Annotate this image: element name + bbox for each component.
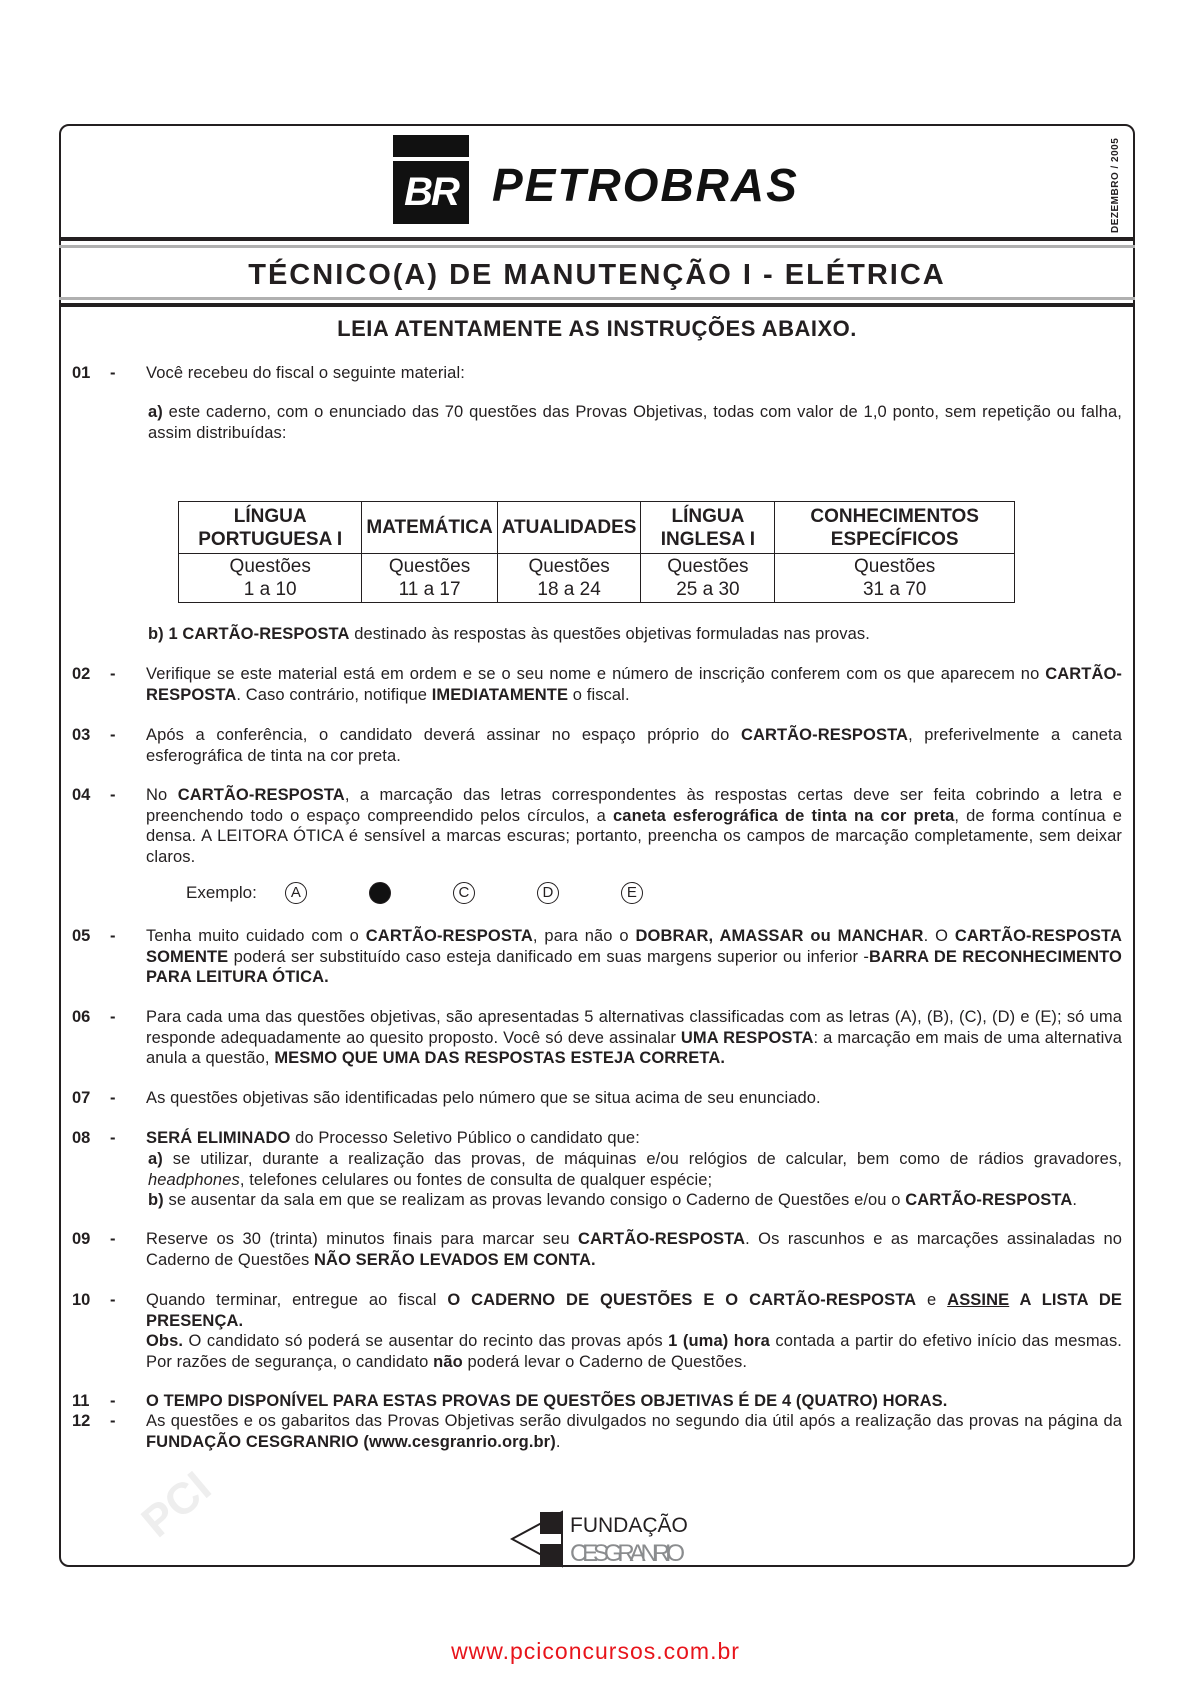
text-segment: IMEDIATAMENTE — [431, 685, 569, 704]
item-text — [146, 725, 1122, 766]
item-text — [148, 1149, 1122, 1190]
option-circle-e: E — [621, 882, 643, 904]
item-number: 03 - — [72, 726, 116, 744]
text-segment: headphones — [148, 1170, 240, 1189]
item-text — [146, 664, 1122, 705]
text-segment: destinado às respostas às questões objetivas formuladas nas provas. — [349, 625, 870, 643]
item-number-text: 08 — [72, 1129, 91, 1147]
text-segment: FUNDAÇÃO CESGRANRIO (www.cesgranrio.org.br) — [146, 1432, 556, 1451]
text-segment: . Os rascunhos e as marcações assinaladas no Caderno de Questões — [146, 1230, 1122, 1269]
divider — [59, 297, 1135, 300]
cell-label: Questões — [667, 556, 749, 577]
divider — [59, 237, 1135, 241]
item-text — [146, 785, 1122, 867]
item-number: 07 - — [72, 1089, 116, 1107]
item-text — [146, 1290, 1122, 1331]
text-segment: não — [433, 1352, 463, 1371]
item-number-text: 05 — [72, 927, 91, 945]
text-segment: Tenha muito cuidado com o — [146, 927, 366, 945]
text-segment: . O — [923, 927, 955, 945]
text-segment: CARTÃO-RESPOSTA — [577, 1230, 746, 1248]
item-number-text: 10 — [72, 1291, 91, 1309]
item-number: 01 - — [72, 364, 116, 382]
instruction-item — [72, 725, 1122, 766]
text-segment: se ausentar da sala em que se realizam as provas levando consigo o Caderno de Questões e/ou o — [163, 1191, 906, 1209]
cell-range: 1 a 10 — [243, 579, 297, 600]
instruction-item — [72, 1391, 1122, 1412]
item-number: 02 - — [72, 665, 116, 683]
text-segment: este caderno, com o enunciado das 70 questões das Provas Objetivas, todas com valor de 1,0 ponto, sem repetição ou falha, assim distribuídas: — [148, 403, 1122, 442]
table-header: CONHECIMENTOS ESPECÍFICOS — [775, 502, 1015, 554]
item-number-text: 07 — [72, 1089, 91, 1107]
text-segment: Obs. — [146, 1332, 184, 1350]
item-number: 06 - — [72, 1008, 116, 1026]
item-number-text: 02 — [72, 665, 91, 683]
text-segment: , preferivelmente a caneta esferográfica de tinta na cor preta. — [146, 726, 1122, 765]
instruction-item — [72, 1331, 1122, 1372]
instruction-item — [72, 1190, 1122, 1211]
instruction-item — [72, 1128, 1122, 1149]
text-segment: o fiscal. — [568, 685, 630, 704]
instruction-item — [72, 402, 1122, 443]
table-cell — [775, 554, 1015, 603]
text-segment: No — [146, 786, 178, 804]
cesgranrio-line1: FUNDAÇÃO — [570, 1514, 688, 1537]
instruction-item — [72, 785, 1122, 867]
text-segment: . — [555, 1432, 561, 1451]
instruction-item — [72, 1229, 1122, 1270]
item-text — [146, 1128, 1122, 1149]
instruction-item — [72, 1411, 1122, 1452]
item-number: 10 - — [72, 1291, 116, 1309]
text-segment: A LISTA DE PRESENÇA. — [146, 1291, 1122, 1330]
text-segment: a) — [148, 403, 163, 421]
option-circle-filled — [369, 882, 391, 904]
item-number: 11 - — [72, 1392, 116, 1410]
petrobras-logo-text: PETROBRAS — [492, 159, 799, 211]
text-segment: b) — [148, 1191, 164, 1209]
text-segment: SERÁ ELIMINADO — [146, 1129, 291, 1147]
text-segment: se utilizar, durante a realização das provas, de máquinas e/ou relógios de calcular, bem como de rádios gravadores, — [162, 1150, 1122, 1168]
source-url[interactable]: www.pciconcursos.com.br — [451, 1638, 740, 1664]
watermark: PCI — [132, 1462, 221, 1547]
item-text — [146, 1331, 1122, 1372]
table-cell — [497, 554, 641, 603]
instructions-heading: LEIA ATENTAMENTE AS INSTRUÇÕES ABAIXO. — [337, 316, 857, 341]
item-text — [146, 1007, 1122, 1069]
table-header: LÍNGUA PORTUGUESA I — [179, 502, 362, 554]
cell-label: Questões — [388, 556, 471, 577]
text-segment: DOBRAR, AMASSAR ou MANCHAR — [635, 927, 924, 945]
text-segment: poderá ser substituído caso esteja danificado em suas margens superior ou inferior - — [228, 947, 870, 966]
instruction-item — [72, 926, 1122, 988]
item-number-text: 12 — [72, 1412, 91, 1430]
text-segment: CARTÃO-RESPOSTA — [177, 786, 345, 804]
text-segment: Reserve os 30 (trinta) minutos finais para marcar seu — [146, 1230, 578, 1248]
text-segment: : a marcação em mais de uma alternativa anula a questão, — [146, 1028, 1122, 1067]
instruction-item — [72, 1149, 1122, 1190]
text-segment: CARTÃO-RESPOSTA — [740, 726, 909, 744]
text-segment: CARTÃO-RESPOSTA — [365, 927, 533, 945]
item-number-text: 03 — [72, 726, 91, 744]
example-label: Exemplo: — [186, 883, 257, 902]
instruction-item — [72, 664, 1122, 705]
item-number-text: 01 — [72, 364, 91, 382]
text-segment: CARTÃO-RESPOSTA — [146, 665, 1122, 704]
text-segment: . Caso contrário, notifique — [236, 685, 432, 704]
table-cell — [179, 554, 362, 603]
table-header: MATEMÁTICA — [362, 502, 497, 554]
instruction-item — [72, 624, 1122, 645]
text-segment: Após a conferência, o candidato deverá assinar no espaço próprio do — [146, 726, 741, 744]
text-segment: poderá levar o Caderno de Questões. — [462, 1352, 748, 1371]
text-segment: MESMO QUE UMA DAS RESPOSTAS ESTEJA CORRETA. — [274, 1049, 726, 1067]
text-segment: As questões e os gabaritos das Provas Objetivas serão divulgados no segundo dia útil após a realização das provas na página da — [146, 1412, 1122, 1430]
instruction-item — [72, 1290, 1122, 1331]
text-segment: As questões objetivas são identificadas pelo número que se situa acima de seu enunciado. — [146, 1089, 821, 1107]
text-segment: ASSINE — [947, 1291, 1010, 1309]
text-segment: 1 (uma) hora — [668, 1332, 770, 1350]
text-segment: UMA RESPOSTA — [680, 1028, 814, 1047]
item-number: 09 - — [72, 1230, 116, 1248]
item-number-text: 04 — [72, 786, 91, 804]
item-number: 12 - — [72, 1412, 116, 1430]
text-segment: Verifique se este material está em ordem e se o seu nome e número de inscrição conferem com os que aparecem no — [146, 665, 1046, 683]
divider — [59, 245, 1135, 248]
question-distribution-table — [178, 501, 1015, 603]
petrobras-logo-bar — [393, 135, 469, 157]
br-logo-mark: BR — [393, 161, 469, 224]
text-segment: do Processo Seletivo Público o candidato que: — [290, 1129, 640, 1147]
cell-label: Questões — [528, 556, 610, 577]
text-segment: O CADERNO DE QUESTÕES E O CARTÃO-RESPOSTA — [447, 1291, 917, 1309]
divider — [59, 303, 1135, 307]
cell-range: 18 a 24 — [537, 579, 601, 600]
cell-label: Questões — [853, 556, 936, 577]
table-cell — [362, 554, 497, 603]
cell-range: 25 a 30 — [676, 579, 740, 600]
text-segment: , de forma contínua e densa. A LEITORA ÓTICA é sensível a marcas escuras; portanto, preencha os campos de marcação completamente, sem deixar claros. — [146, 806, 1123, 866]
cell-label: Questões — [229, 556, 311, 577]
table-header: ATUALIDADES — [497, 502, 641, 554]
cell-range: 11 a 17 — [398, 579, 461, 600]
item-number: 05 - — [72, 927, 116, 945]
item-text — [148, 624, 1122, 645]
text-segment: NÃO SERÃO LEVADOS EM CONTA. — [314, 1250, 596, 1269]
text-segment: b) 1 CARTÃO-RESPOSTA — [148, 625, 350, 643]
item-text — [146, 926, 1122, 988]
instruction-item — [72, 1088, 1122, 1109]
text-segment: , para não o — [532, 927, 636, 945]
table-header: LÍNGUA INGLESA I — [641, 502, 775, 554]
marking-example — [186, 882, 705, 904]
item-text — [146, 1411, 1122, 1452]
option-circle-d: D — [537, 882, 559, 904]
text-segment: Você recebeu do fiscal o seguinte material: — [146, 364, 465, 382]
text-segment: Para cada uma das questões objetivas, são apresentadas 5 alternativas classificadas com as letras (A), (B), (C), (D) e (E); só uma responde adequadamente ao quesito proposto. Você só deve assinalar — [146, 1008, 1122, 1047]
cesgranrio-logo — [510, 1508, 690, 1568]
table-cell — [641, 554, 775, 603]
text-segment: Quando terminar, entregue ao fiscal — [146, 1291, 448, 1309]
item-number-text: 09 — [72, 1230, 91, 1248]
text-segment: , telefones celulares ou fontes de consulta de qualquer espécie; — [239, 1170, 713, 1189]
item-text — [146, 1229, 1122, 1270]
cell-range: 31 a 70 — [862, 579, 927, 600]
text-segment: , a marcação das letras correspondentes às respostas certas deve ser feita cobrindo a letra e preenchendo todo o espaço compreendido pelos círculos, a — [146, 786, 1122, 825]
item-text — [148, 402, 1122, 443]
item-number: 08 - — [72, 1129, 116, 1147]
cesgranrio-line2: CESGRANRIO — [570, 1540, 685, 1567]
text-segment: O TEMPO DISPONÍVEL PARA ESTAS PROVAS DE QUESTÕES OBJETIVAS É DE 4 (QUATRO) HORAS. — [146, 1392, 948, 1410]
text-segment: . — [1072, 1191, 1078, 1209]
option-circle-c: C — [453, 882, 475, 904]
text-segment: O candidato só poderá se ausentar do recinto das provas após — [183, 1332, 669, 1350]
text-segment: BARRA DE RECONHECIMENTO PARA LEITURA ÓTICA. — [146, 947, 1122, 986]
item-number-text: 11 — [72, 1392, 90, 1410]
option-circle-a: A — [285, 882, 307, 904]
exam-title: TÉCNICO(A) DE MANUTENÇÃO I - ELÉTRICA — [248, 259, 946, 291]
item-text — [146, 1391, 1122, 1412]
item-text — [146, 1088, 1122, 1109]
item-number: 04 - — [72, 786, 116, 804]
text-segment: CARTÃO-RESPOSTA SOMENTE — [146, 927, 1122, 966]
item-text — [148, 1190, 1122, 1211]
item-number-text: 06 — [72, 1008, 91, 1026]
instruction-item — [72, 363, 1122, 384]
text-segment: caneta esferográfica de tinta na cor preta — [613, 806, 955, 825]
text-segment: a) — [148, 1150, 163, 1168]
text-segment: CARTÃO-RESPOSTA — [905, 1191, 1073, 1209]
text-segment: contada a partir do efetivo início das mesmas. Por razões de segurança, o candidato — [146, 1332, 1122, 1371]
instruction-item — [72, 1007, 1122, 1069]
exam-date: DEZEMBRO / 2005 — [1110, 137, 1121, 233]
text-segment: e — [916, 1291, 948, 1309]
item-text — [146, 363, 1122, 384]
